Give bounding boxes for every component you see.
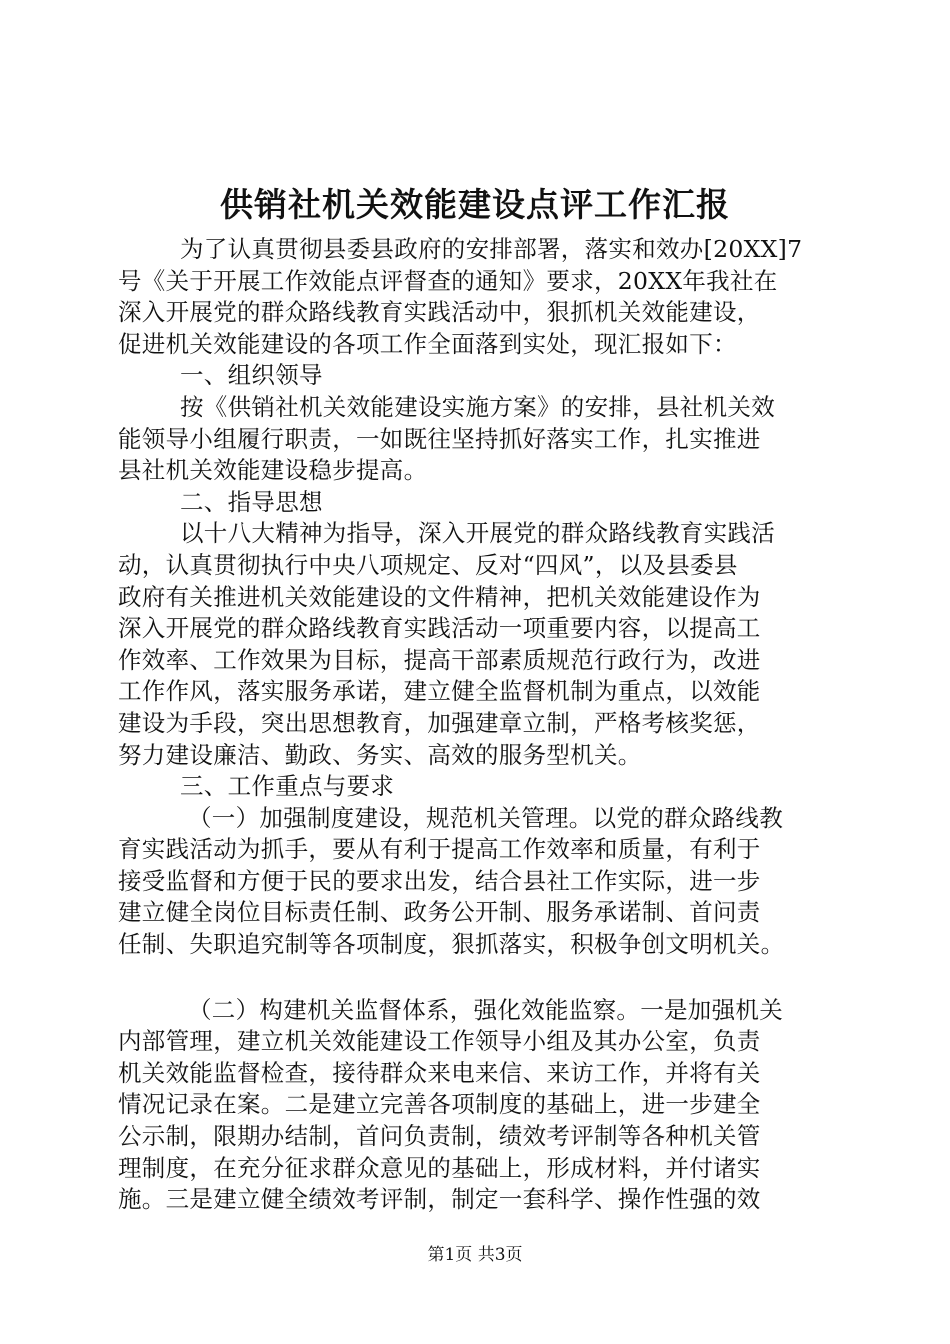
- paragraph-line: 任制、失职追究制等各项制度，狠抓落实，积极争创文明机关。: [118, 930, 785, 959]
- paragraph-line: 努力建设廉洁、勤政、务实、高效的服务型机关。: [118, 740, 642, 769]
- paragraph-line: 动，认真贯彻执行中央八项规定、反对“四风”，以及县委县: [118, 550, 738, 579]
- paragraph-line: （一）加强制度建设，规范机关管理。以党的群众路线教: [188, 803, 783, 832]
- section-heading: 二、指导思想: [180, 487, 323, 516]
- paragraph-line: （二）构建机关监督体系，强化效能监察。一是加强机关: [188, 995, 783, 1024]
- paragraph-line: 内部管理，建立机关效能建设工作领导小组及其办公室，负责: [118, 1027, 761, 1056]
- document-body: [118, 234, 858, 1216]
- paragraph-line: 育实践活动为抓手，要从有利于提高工作效率和质量，有利于: [118, 835, 761, 864]
- paragraph-line: 工作作风，落实服务承诺，建立健全监督机制为重点，以效能: [118, 677, 761, 706]
- paragraph-line: 建立健全岗位目标责任制、政务公开制、服务承诺制、首问责: [118, 898, 761, 927]
- paragraph-line: 县社机关效能建设稳步提高。: [118, 456, 428, 485]
- paragraph-line: 理制度，在充分征求群众意见的基础上，形成材料，并付诸实: [118, 1153, 761, 1182]
- paragraph-line: 情况记录在案。二是建立完善各项制度的基础上，进一步建全: [118, 1090, 761, 1119]
- paragraph-line: 深入开展党的群众路线教育实践活动一项重要内容，以提高工: [118, 614, 761, 643]
- paragraph-line: 为了认真贯彻县委县政府的安排部署，落实和效办[20XX]7: [180, 235, 803, 263]
- paragraph-line: 深入开展党的群众路线教育实践活动中，狠抓机关效能建设，: [118, 298, 761, 327]
- paragraph-line: 公示制，限期办结制，首问负责制，绩效考评制等各种机关管: [118, 1122, 761, 1151]
- blank-line: [118, 961, 858, 995]
- section-heading: 三、工作重点与要求: [180, 772, 395, 801]
- document-title: 供销社机关效能建设点评工作汇报: [220, 185, 730, 224]
- paragraph-line: 号《关于开展工作效能点评督查的通知》要求，20XX年我社在: [118, 266, 778, 295]
- paragraph-line: 接受监督和方便于民的要求出发，结合县社工作实际，进一步: [118, 866, 761, 895]
- section-heading: 一、组织领导: [180, 361, 323, 390]
- page-footer: 第1页 共3页: [427, 1245, 523, 1265]
- paragraph-line: 施。三是建立健全绩效考评制，制定一套科学、操作性强的效: [118, 1185, 761, 1214]
- paragraph-line: 政府有关推进机关效能建设的文件精神，把机关效能建设作为: [118, 582, 761, 611]
- paragraph-line: 按《供销社机关效能建设实施方案》的安排，县社机关效: [180, 392, 775, 421]
- paragraph-line: 以十八大精神为指导，深入开展党的群众路线教育实践活: [180, 519, 775, 548]
- paragraph-line: 能领导小组履行职责，一如既往坚持抓好落实工作，扎实推进: [118, 424, 761, 453]
- paragraph-line: 建设为手段，突出思想教育，加强建章立制，严格考核奖惩，: [118, 708, 761, 737]
- paragraph-line: 作效率、工作效果为目标，提高干部素质规范行政行为，改进: [118, 645, 761, 674]
- paragraph-line: 机关效能监督检查，接待群众来电来信、来访工作，并将有关: [118, 1058, 761, 1087]
- paragraph-line: 促进机关效能建设的各项工作全面落到实处，现汇报如下：: [118, 329, 737, 358]
